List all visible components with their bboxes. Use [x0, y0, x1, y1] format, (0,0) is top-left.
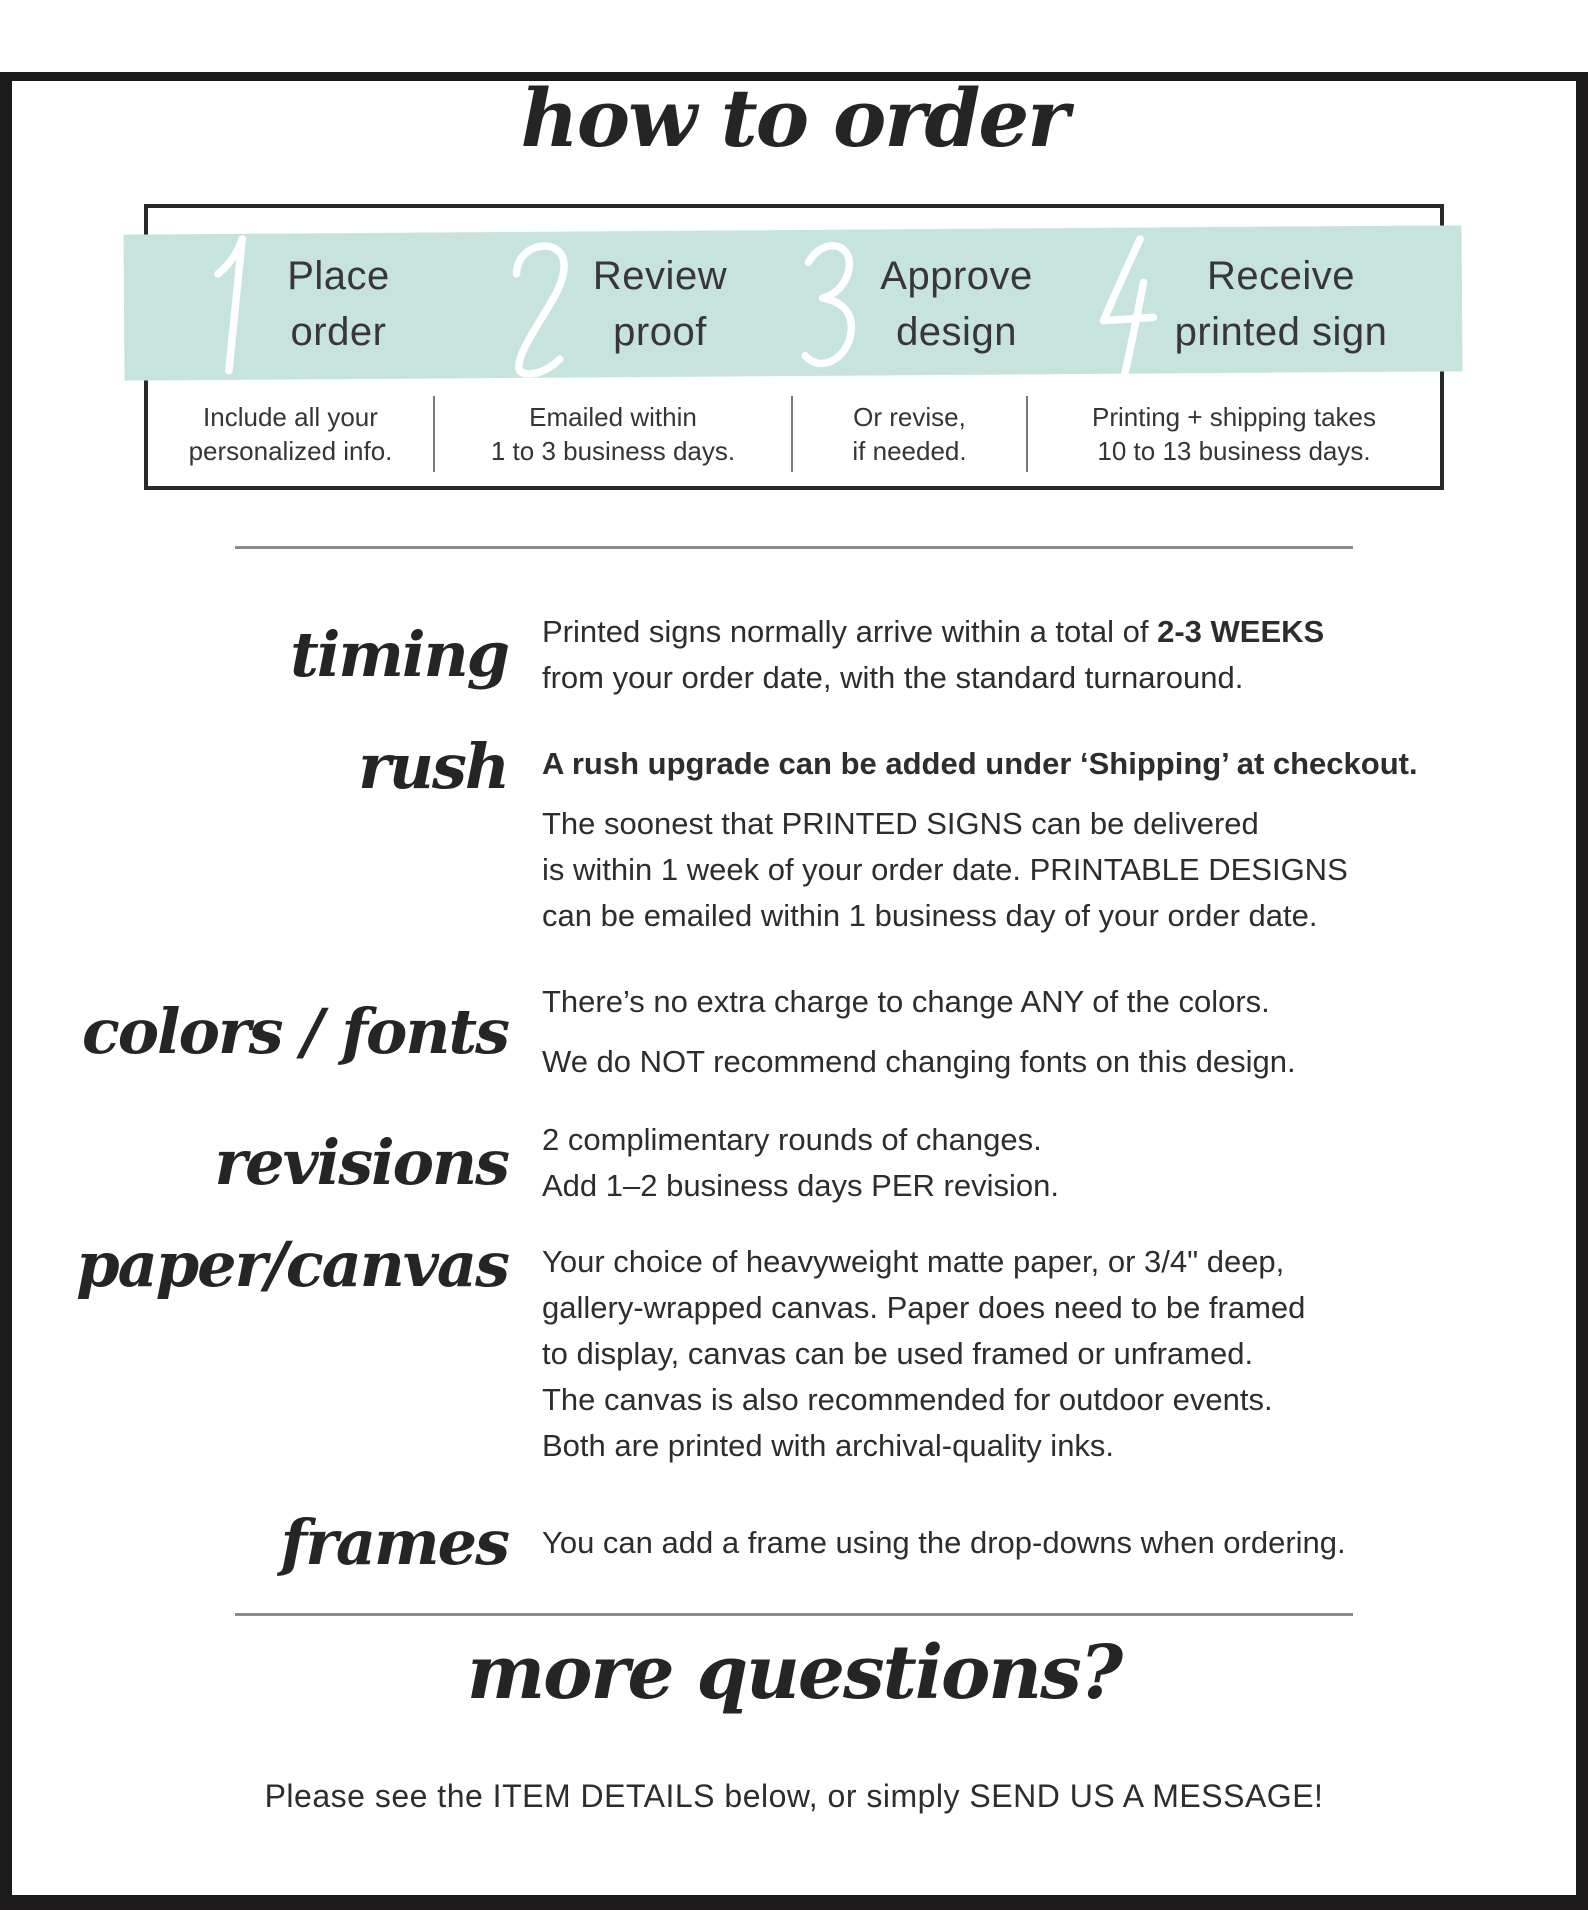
section-body	[542, 741, 1418, 939]
section-text-line	[542, 847, 1418, 893]
divider-top	[235, 546, 1353, 549]
step-description-line: Include all your	[203, 401, 378, 432]
text-run: Printed signs normally arrive within a total of	[542, 613, 1158, 649]
section-text-line	[542, 893, 1418, 939]
step-description-line: if needed.	[852, 435, 967, 466]
section-paragraph	[542, 1239, 1305, 1469]
text-run: can be emailed within 1 business day of your order date.	[542, 897, 1318, 933]
text-run: Your choice of heavyweight matte paper, or 3/4" deep,	[542, 1243, 1285, 1279]
section-text-line	[542, 1520, 1346, 1566]
section-body	[542, 979, 1296, 1085]
info-sections	[56, 609, 1588, 1577]
step-title	[1175, 248, 1388, 360]
text-run: Add 1–2 business days PER revision.	[542, 1167, 1059, 1203]
section-text-line	[542, 1285, 1305, 1331]
section-label: paper/canvas	[76, 1227, 508, 1301]
step	[1026, 229, 1440, 379]
section-text-line	[542, 1423, 1305, 1469]
step-title-line: Place	[287, 253, 390, 298]
section-label: frames	[280, 1505, 508, 1579]
section-body	[542, 609, 1324, 701]
section-body	[542, 1520, 1346, 1566]
section-paragraph	[542, 741, 1418, 787]
text-run: to display, canvas can be used framed or unframed.	[542, 1335, 1254, 1371]
step	[433, 229, 791, 379]
step-description-line: personalized info.	[188, 435, 393, 466]
divider-bottom	[235, 1613, 1353, 1616]
step-description	[1026, 396, 1440, 472]
section	[56, 609, 1588, 701]
text-run: Both are printed with archival-quality inks.	[542, 1427, 1115, 1463]
section-label: revisions	[214, 1125, 508, 1199]
text-run: We do NOT recommend changing fonts on this design.	[542, 1043, 1296, 1079]
section	[56, 1227, 1588, 1469]
section-paragraph	[542, 1520, 1346, 1566]
step-title	[593, 248, 727, 360]
section-paragraph	[542, 609, 1324, 701]
footer-title: more questions?	[466, 1629, 1122, 1716]
step-number-icon	[1079, 229, 1163, 379]
step-title-line: proof	[613, 309, 707, 354]
section-text-line	[542, 801, 1418, 847]
section-text-line	[542, 741, 1418, 787]
step-description	[791, 396, 1026, 472]
text-run: A rush upgrade can be added under ‘Shipping’ at checkout.	[542, 745, 1418, 781]
step-title-line: order	[290, 309, 387, 354]
text-run: is within 1 week of your order date. PRINTABLE DESIGNS	[542, 851, 1348, 887]
section	[56, 729, 1588, 939]
text-run: 2 complimentary rounds of changes.	[542, 1121, 1042, 1157]
step-description-line: Or revise,	[853, 401, 966, 432]
section-body	[542, 1117, 1059, 1209]
step-description-line: 10 to 13 business days.	[1097, 435, 1371, 466]
step	[148, 229, 433, 379]
section-text-line	[542, 1163, 1059, 1209]
section-paragraph	[542, 1039, 1296, 1085]
section-text-line	[542, 979, 1296, 1025]
step-description-line: Printing + shipping takes	[1091, 401, 1376, 432]
step-title-line: design	[896, 309, 1017, 354]
step-title-line: Approve	[880, 253, 1033, 298]
step	[791, 229, 1033, 379]
text-run: The soonest that PRINTED SIGNS can be delivered	[542, 805, 1259, 841]
how-to-order-steps-box	[144, 204, 1444, 490]
section-label: colors / fonts	[81, 994, 508, 1068]
text-run: The canvas is also recommended for outdoor events.	[542, 1381, 1273, 1417]
text-run: gallery-wrapped canvas. Paper does need to be framed	[542, 1289, 1306, 1325]
section-text-line	[542, 1239, 1305, 1285]
step-description-line: 1 to 3 business days.	[490, 435, 736, 466]
text-run: 2-3 WEEKS	[1157, 613, 1325, 649]
section	[56, 1117, 1588, 1209]
section-paragraph	[542, 1117, 1059, 1209]
step-number-icon	[497, 229, 581, 379]
footer-note: Please see the ITEM DETAILS below, or simply SEND US A MESSAGE!	[264, 1777, 1324, 1814]
step-description	[148, 396, 433, 472]
section-text-line	[542, 1331, 1305, 1377]
section-body	[542, 1239, 1305, 1469]
section-paragraph	[542, 979, 1296, 1025]
section	[56, 1505, 1588, 1579]
step-description-line: Emailed within	[529, 401, 697, 432]
text-run: from your order date, with the standard turnaround.	[542, 659, 1244, 695]
section	[56, 979, 1588, 1085]
step-title-line: Receive	[1206, 253, 1355, 298]
step-title	[287, 248, 390, 360]
step-number-icon	[784, 229, 868, 379]
section-text-line	[542, 1377, 1305, 1423]
section-label: rush	[358, 729, 508, 803]
section-label: timing	[290, 617, 508, 691]
text-run: You can add a frame using the drop-downs when ordering.	[542, 1524, 1346, 1560]
steps-row	[148, 208, 1440, 384]
step-number-icon	[191, 229, 275, 379]
step-description	[433, 396, 791, 472]
page-title: how to order	[520, 71, 1068, 165]
section-paragraph	[542, 801, 1418, 939]
section-text-line	[542, 1117, 1059, 1163]
step-title-line: printed sign	[1174, 309, 1388, 354]
step-title-line: Review	[592, 253, 728, 298]
text-run: There’s no extra charge to change ANY of the colors.	[542, 983, 1270, 1019]
section-text-line	[542, 609, 1324, 655]
section-text-line	[542, 655, 1324, 701]
section-text-line	[542, 1039, 1296, 1085]
steps-description-row	[148, 384, 1440, 486]
step-title	[880, 248, 1032, 360]
